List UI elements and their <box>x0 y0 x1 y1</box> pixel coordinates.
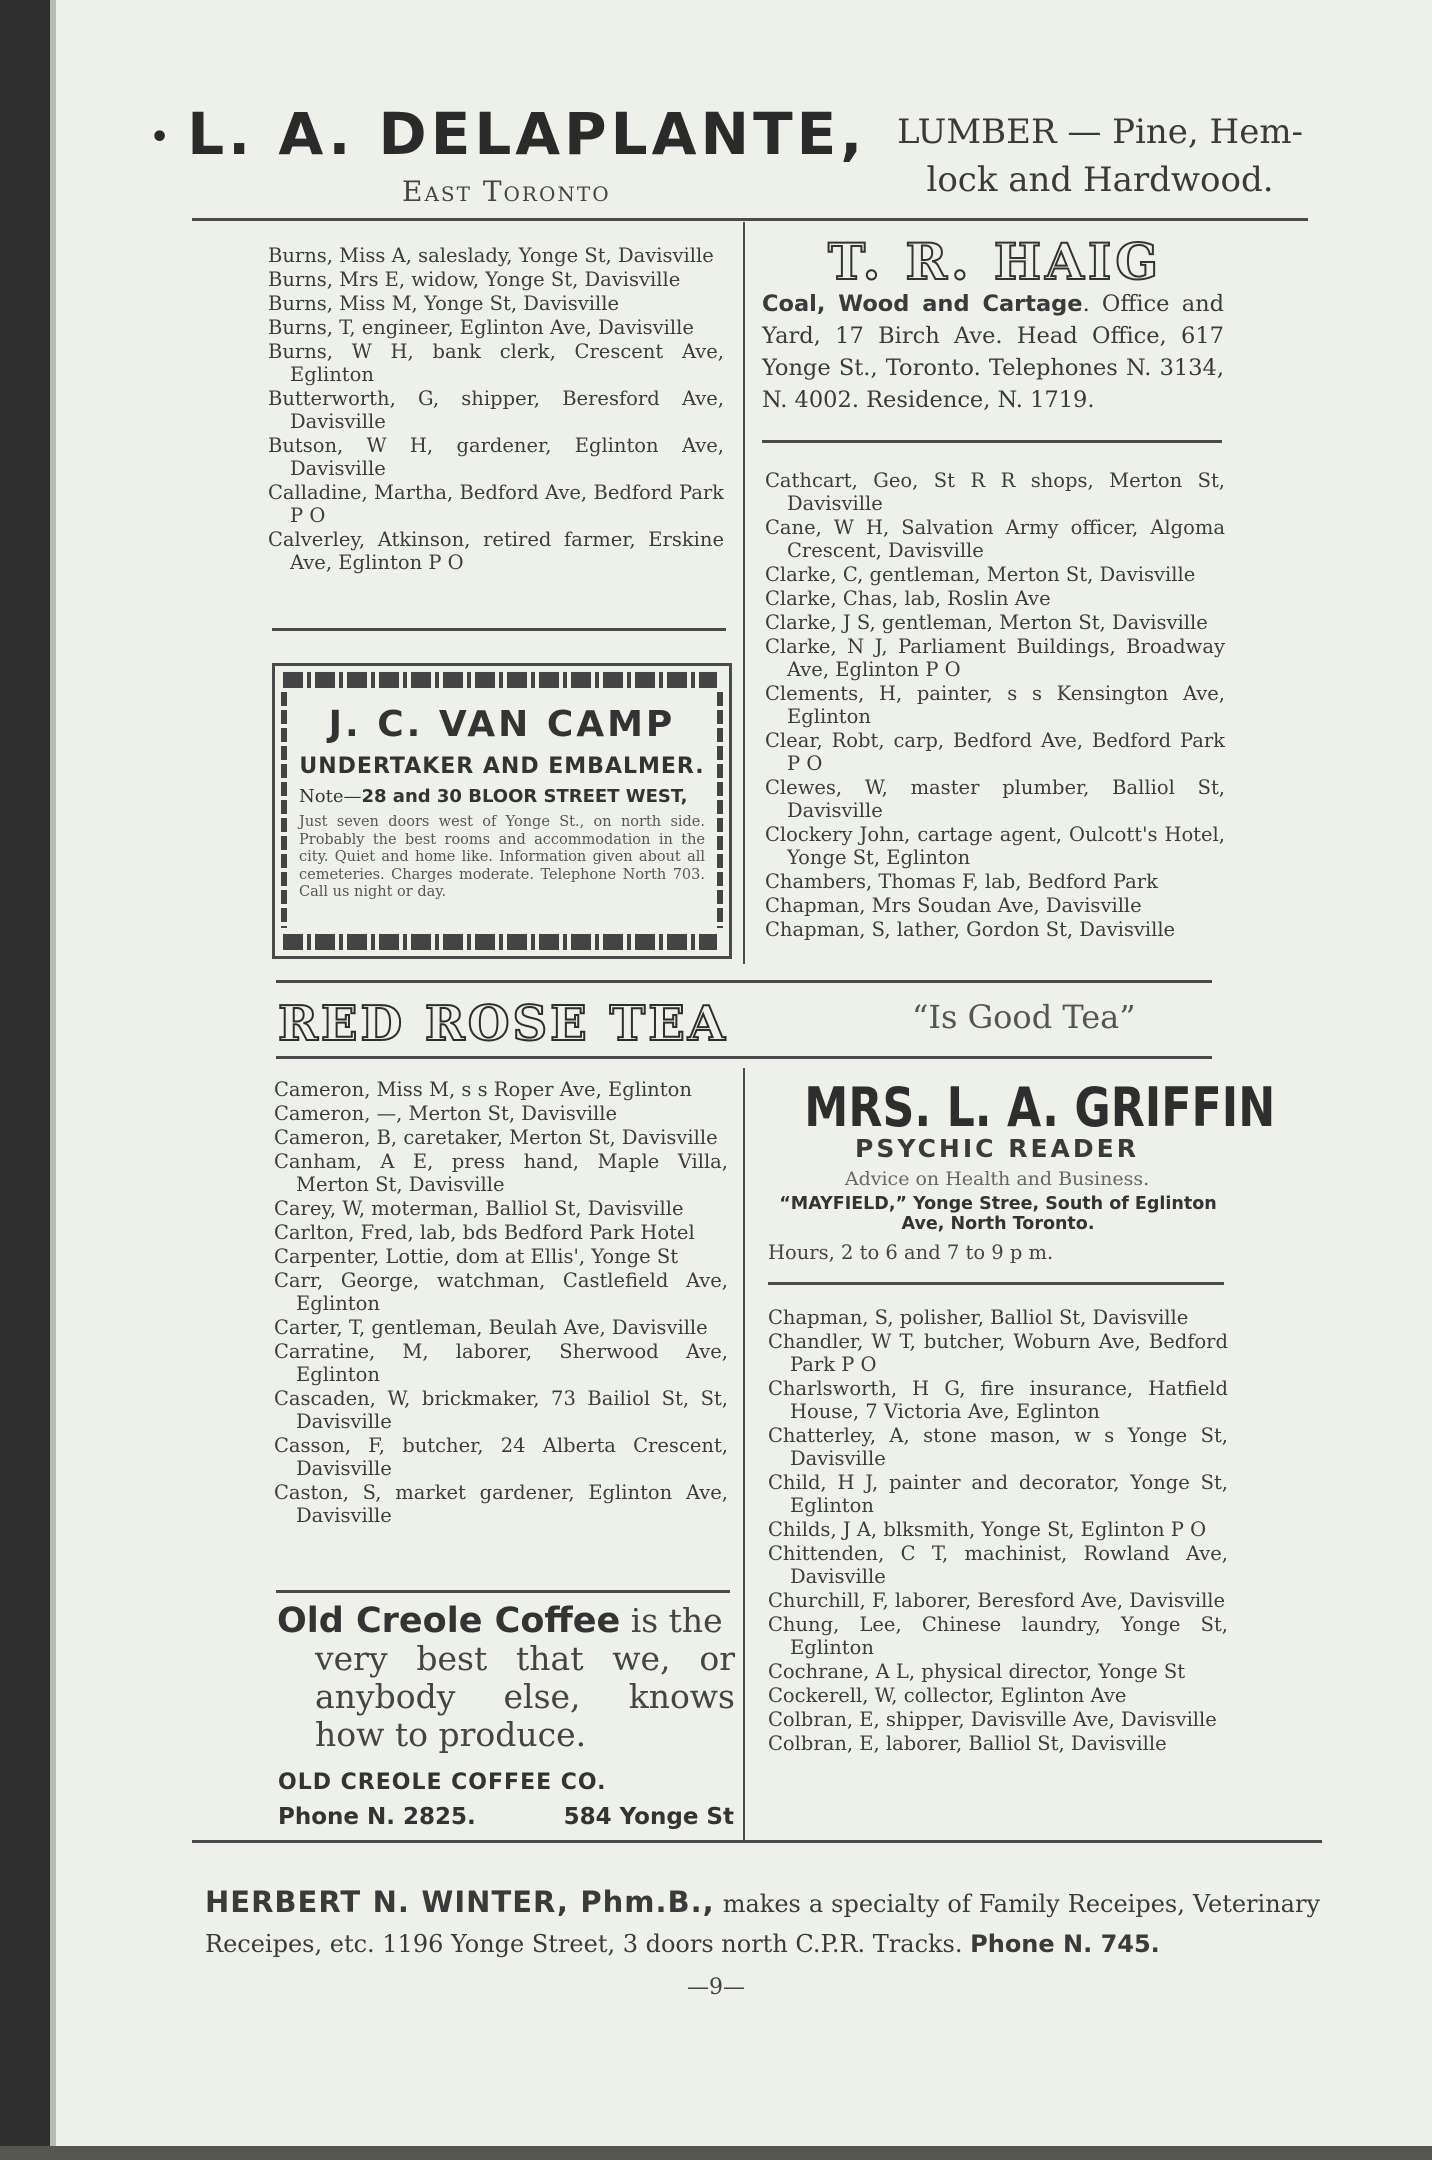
haig-title: T. R. HAIG <box>827 232 1163 291</box>
creole-rest: very best that we, or anybody else, knows how to produce. <box>315 1639 735 1754</box>
griffin-title: MRS. L. A. GRIFFIN <box>804 1076 1276 1139</box>
list-item: Clarke, N J, Parliament Buildings, Broadway Ave, Eglinton P O <box>765 635 1225 681</box>
delaplante-trade-line1: LUMBER — Pine, Hem- <box>896 112 1304 152</box>
list-item: Churchill, F, laborer, Beresford Ave, Davisville <box>768 1589 1226 1612</box>
header-rule <box>192 218 1308 221</box>
list-item: Caston, S, market gardener, Eglinton Ave, Davisville <box>274 1481 728 1527</box>
list-item: Carratine, M, laborer, Sherwood Ave, Eglinton <box>274 1340 728 1386</box>
list-item: Chambers, Thomas F, lab, Bedford Park <box>765 870 1158 893</box>
list-item: Burns, T, engineer, Eglinton Ave, Davisville <box>268 316 694 339</box>
list-item: Cockerell, W, collector, Eglinton Ave <box>768 1684 1127 1707</box>
list-item: Colbran, E, laborer, Balliol St, Davisville <box>768 1732 1167 1755</box>
list-item: Clarke, Chas, lab, Roslin Ave <box>765 587 1051 610</box>
list-item: Chung, Lee, Chinese laundry, Yonge St, Eglinton <box>768 1613 1228 1659</box>
griffin-advice: Advice on Health and Business. <box>844 1168 1150 1190</box>
list-item: Casson, F, butcher, 24 Alberta Crescent, Davisville <box>274 1434 728 1480</box>
haig-lead: Coal, Wood and Cartage <box>762 291 1083 317</box>
list-item: Carey, W, moterman, Balliol St, Davisville <box>274 1197 684 1220</box>
haig-body <box>762 288 1224 416</box>
list-item: Clockery John, cartage agent, Oulcott's Hotel, Yonge St, Eglinton <box>765 823 1225 869</box>
delaplante-name: L. A. DELAPLANTE, <box>187 100 867 168</box>
vancamp-title: J. C. VAN CAMP <box>328 704 676 745</box>
column-divider-upper <box>743 222 745 964</box>
griffin-subtitle: PSYCHIC READER <box>855 1134 1139 1163</box>
vancamp-subtitle: UNDERTAKER AND EMBALMER. <box>299 754 705 779</box>
left-col-1-rule <box>272 628 726 631</box>
list-item: Childs, J A, blksmith, Yonge St, Eglinton P O <box>768 1518 1207 1541</box>
winter-text: makes a specialty of Family Receipes, Veterinary Receipes, etc. 1196 Yonge Street, 3 doors north C.P.R. Tracks. <box>205 1890 1321 1958</box>
page-number: —9— <box>687 1975 745 2000</box>
directory-list-right-2 <box>768 1306 1228 1756</box>
list-item: Burns, Miss A, saleslady, Yonge St, Davisville <box>268 244 714 267</box>
griffin-address: “MAYFIELD,” Yonge Stree, South of Eglinton Ave, North Toronto. <box>779 1194 1217 1234</box>
griffin-rule <box>768 1282 1224 1285</box>
list-item: Clarke, C, gentleman, Merton St, Davisville <box>765 563 1196 586</box>
redrose-rule-bottom <box>276 1056 1212 1059</box>
creole-body <box>277 1602 735 1754</box>
list-item: Carlton, Fred, lab, bds Bedford Park Hotel <box>274 1221 695 1244</box>
vancamp-text: Just seven doors west of Yonge St., on north side. Probably the best rooms and accommodation in the city. Quiet and home like. Information given about all cemeteries. Charges moderate. Telephone North 703. Call us night or day. <box>299 814 705 900</box>
column-divider-lower <box>743 1068 745 1840</box>
vancamp-note-label: Note— <box>299 786 362 807</box>
vancamp-ad-box <box>272 663 732 959</box>
winter-ad <box>205 1882 1320 1964</box>
creole-phone: Phone N. 2825. <box>278 1804 476 1830</box>
list-item: Cameron, Miss M, s s Roper Ave, Eglinton <box>274 1078 692 1101</box>
list-item: Chapman, S, lather, Gordon St, Davisville <box>765 918 1176 941</box>
vancamp-note <box>299 786 705 807</box>
list-item: Clewes, W, master plumber, Balliol St, Davisville <box>765 776 1225 822</box>
winter-phone: Phone N. 745. <box>970 1930 1160 1958</box>
delaplante-location: East Toronto <box>402 175 611 208</box>
delaplante-heading <box>150 100 880 168</box>
vancamp-address: 28 and 30 BLOOR STREET WEST, <box>361 786 688 807</box>
list-item: Chatterley, A, stone mason, w s Yonge St, Davisville <box>768 1424 1228 1470</box>
list-item: Cane, W H, Salvation Army officer, Algoma Crescent, Davisville <box>765 516 1225 562</box>
directory-list-left-1 <box>268 244 724 575</box>
list-item: Butson, W H, gardener, Eglinton Ave, Davisville <box>268 434 724 480</box>
list-item: Burns, Mrs E, widow, Yonge St, Davisville <box>268 268 681 291</box>
list-item: Chapman, S, polisher, Balliol St, Davisville <box>768 1306 1189 1329</box>
creole-address: 584 Yonge St <box>563 1804 734 1830</box>
list-item: Carter, T, gentleman, Beulah Ave, Davisville <box>274 1316 708 1339</box>
list-item: Clear, Robt, carp, Bedford Ave, Bedford Park P O <box>765 729 1225 775</box>
page-binding-shadow <box>50 0 56 2160</box>
list-item: Burns, W H, bank clerk, Crescent Ave, Eglinton <box>268 340 724 386</box>
delaplante-trade-line2: lock and Hardwood. <box>926 160 1274 200</box>
griffin-hours: Hours, 2 to 6 and 7 to 9 p m. <box>768 1241 1054 1264</box>
list-item: Carr, George, watchman, Castlefield Ave, Eglinton <box>274 1269 728 1315</box>
ornament-border-top <box>283 672 717 688</box>
redrose-title: RED ROSE TEA <box>278 996 729 1052</box>
redrose-rule-top <box>276 980 1212 983</box>
footer-rule <box>192 1840 1322 1843</box>
list-item: Cameron, B, caretaker, Merton St, Davisville <box>274 1126 718 1149</box>
winter-name: HERBERT N. WINTER, Phm.B., <box>205 1885 715 1919</box>
directory-list-right-1 <box>765 469 1225 942</box>
ornament-border-left <box>281 692 287 928</box>
ornament-border-bottom <box>283 934 717 950</box>
creole-company: OLD CREOLE COFFEE CO. <box>278 1770 607 1795</box>
ornament-border-right <box>717 692 723 928</box>
list-item: Chandler, W T, butcher, Woburn Ave, Bedford Park P O <box>768 1330 1228 1376</box>
list-item: Child, H J, painter and decorator, Yonge St, Eglinton <box>768 1471 1228 1517</box>
list-item: Chittenden, C T, machinist, Rowland Ave, Davisville <box>768 1542 1228 1588</box>
list-item: Canham, A E, press hand, Maple Villa, Merton St, Davisville <box>274 1150 728 1196</box>
list-item: Clements, H, painter, s s Kensington Ave, Eglinton <box>765 682 1225 728</box>
list-item: Carpenter, Lottie, dom at Ellis', Yonge St <box>274 1245 679 1268</box>
list-item: Butterworth, G, shipper, Beresford Ave, Davisville <box>268 387 724 433</box>
page-binding-edge <box>0 0 50 2160</box>
haig-rule <box>762 440 1222 443</box>
list-item: Burns, Miss M, Yonge St, Davisville <box>268 292 620 315</box>
redrose-tagline: “Is Good Tea” <box>912 998 1136 1036</box>
directory-list-left-2 <box>274 1078 728 1528</box>
page-bottom-edge <box>0 2146 1432 2160</box>
list-item: Calverley, Atkinson, retired farmer, Erskine Ave, Eglinton P O <box>268 528 724 574</box>
list-item: Cochrane, A L, physical director, Yonge St <box>768 1660 1186 1683</box>
haig-details: . Office and Yard, 17 Birch Ave. Head Office, 617 Yonge St., Toronto. Telephones N. 3134, N. 4002. Residence, N. 1719. <box>762 291 1225 413</box>
list-item: Charlsworth, H G, fire insurance, Hatfield House, 7 Victoria Ave, Eglinton <box>768 1377 1228 1423</box>
list-item: Cathcart, Geo, St R R shops, Merton St, Davisville <box>765 469 1225 515</box>
creole-rest-first: is the <box>620 1601 723 1640</box>
list-item: Calladine, Martha, Bedford Ave, Bedford Park P O <box>268 481 724 527</box>
list-item: Cascaden, W, brickmaker, 73 Bailiol St, St, Davisville <box>274 1387 728 1433</box>
creole-lead: Old Creole Coffee <box>277 1601 621 1641</box>
delaplante-trade <box>880 108 1320 204</box>
list-item: Chapman, Mrs Soudan Ave, Davisville <box>765 894 1142 917</box>
bullet-icon: • <box>150 120 174 156</box>
creole-rule <box>276 1590 730 1593</box>
list-item: Cameron, —, Merton St, Davisville <box>274 1102 618 1125</box>
list-item: Clarke, J S, gentleman, Merton St, Davisville <box>765 611 1208 634</box>
list-item: Colbran, E, shipper, Davisville Ave, Davisville <box>768 1708 1217 1731</box>
creole-contact <box>278 1804 734 1830</box>
